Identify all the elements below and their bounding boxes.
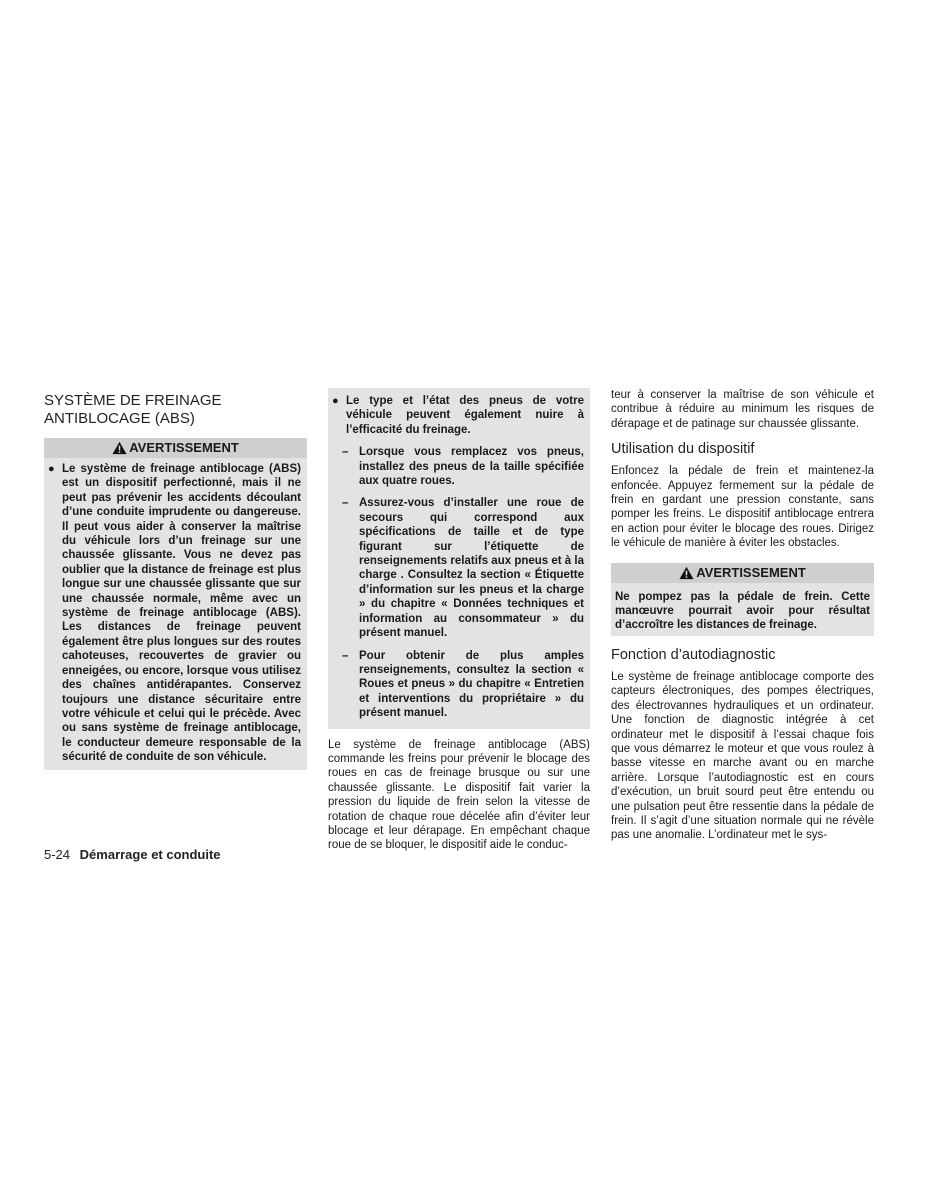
continuation-paragraph: teur à conserver la maîtrise de son véhicule et contribue à réduire au minimum les risques de dérapage et de patinage sur chaussée glissante. — [611, 389, 874, 430]
dash-mark: – — [342, 446, 349, 459]
warning-continuation-box — [328, 388, 590, 729]
dash-mark: – — [342, 649, 349, 662]
section-title-line-2: ANTIBLOCAGE (ABS) — [44, 410, 195, 427]
bullet-mark: ● — [332, 395, 339, 407]
warning-triangle-icon — [112, 441, 127, 455]
page-number: 5-24 — [44, 847, 71, 862]
warning-box-2 — [611, 563, 874, 636]
dash-item-1 — [342, 445, 590, 488]
section-title — [44, 392, 307, 428]
section-title-line-1: SYSTÈME DE FREINAGE — [44, 392, 222, 409]
dash-item-2 — [342, 496, 590, 640]
dash-mark: – — [342, 497, 349, 510]
column-2 — [328, 388, 590, 853]
subtitle-autodiagnostic: Fonction d’autodiagnostic — [611, 646, 776, 663]
bullet-mark: ● — [48, 463, 55, 475]
warning-header — [44, 438, 307, 458]
utilisation-paragraph: Enfoncez la pédale de frein et maintenez-la enfoncée. Appuyez fermement sur la pédale de frein en gardant une pression constante, sans pomper les freins. Le dispositif antiblocage entrera en action pour éviter le blocage des roues. Dirigez le véhicule de manière à éviter les obstacles. — [611, 465, 874, 550]
dash-item-text: Assurez-vous d’installer une roue de secours qui correspond aux spécifications de taille et de type figurant sur l’étiquette de renseignements relatifs aux pneus et à la charge . Consultez la section « Étiquette d’information sur les pneus et la charge » du chapitre « Données techniques et information au consommateur » du présent manuel. — [359, 497, 584, 640]
warning-bullet-text: Le système de freinage antiblocage (ABS) est un dispositif perfectionné, mais il ne peut pas prévenir les accidents découlant d’une conduite imprudente ou dangereuse. Il peut vous aider à conserver la maîtrise du véhicule lors d’un freinage sur une chaussée glissante. Vous ne devez pas oublier que la distance de freinage est plus longue sur une chaussée glissante que sur une chaussée normale, même avec un système de freinage antiblocage (ABS). Les distances de freinage peuvent également être plus longues sur des routes cahoteuses, recouvertes de gravier ou enneigées, ou encore, lorsque vous utilisez des chaînes antidérapantes. Conservez toujours une distance sécuritaire entre votre véhicule et celui qui le précède. Avec ou sans système de freinage antiblocage, le conducteur demeure responsable de la sécurité de conduite de son véhicule. — [62, 463, 301, 764]
page-footer — [44, 846, 221, 864]
dash-item-text: Lorsque vous remplacez vos pneus, installez des pneus de la taille spécifiée aux quatre roues. — [359, 446, 584, 488]
abs-description: Le système de freinage antiblocage (ABS) commande les freins pour prévenir le blocage des roues en cas de freinage brusque ou sur une chaussée glissante. Le dispositif fait varier la pression du liquide de frein selon la vitesse de rotation de chaque roue décelée afin d’éviter leur blocage et leur dérapage. En empêchant chaque roue de se bloquer, le dispositif aide le conduc- — [328, 738, 590, 852]
tire-bullet — [328, 394, 590, 437]
dash-item-3 — [342, 649, 590, 721]
warning-box — [44, 438, 307, 770]
dash-item-text: Pour obtenir de plus amples renseignements, consultez la section « Roues et pneus » du chapitre « Entretien et interventions du propriétaire » du présent manuel. — [359, 649, 584, 720]
column-1 — [44, 388, 307, 770]
column-3 — [611, 388, 874, 843]
warning-label: AVERTISSEMENT — [696, 564, 806, 580]
warning-text: Ne pompez pas la pédale de frein. Cette manœuvre pourrait avoir pour résultat d’accroître les distances de freinage. — [615, 590, 870, 632]
subtitle-utilisation: Utilisation du dispositif — [611, 441, 755, 458]
warning-triangle-icon — [679, 566, 694, 580]
warning-label: AVERTISSEMENT — [129, 440, 239, 455]
warning-bullet — [44, 462, 307, 765]
chapter-title: Démarrage et conduite — [79, 847, 221, 862]
tire-bullet-text: Le type et l’état des pneus de votre véhicule peuvent également nuire à l’efficacité du freinage. — [346, 395, 584, 436]
autodiagnostic-paragraph: Le système de freinage antiblocage comporte des capteurs électroniques, des pompes électriques, des électrovannes hydrauliques et un ordinateur. Une fonction de diagnostic intégrée à cet ordinateur met le dispositif à l’essai chaque fois que vous démarrez le moteur et que vous roulez à basse vitesse en marche avant ou en marche arrière. Lorsque l’autodiagnostic est en cours d’exécution, un bruit sourd peut être entendu ou une pulsation peut être ressentie dans la pédale de frein. Il s’agit d’une situation normale qui ne révèle pas une anomalie. L’ordinateur met le sys- — [611, 670, 874, 842]
warning-header-2 — [611, 563, 874, 583]
